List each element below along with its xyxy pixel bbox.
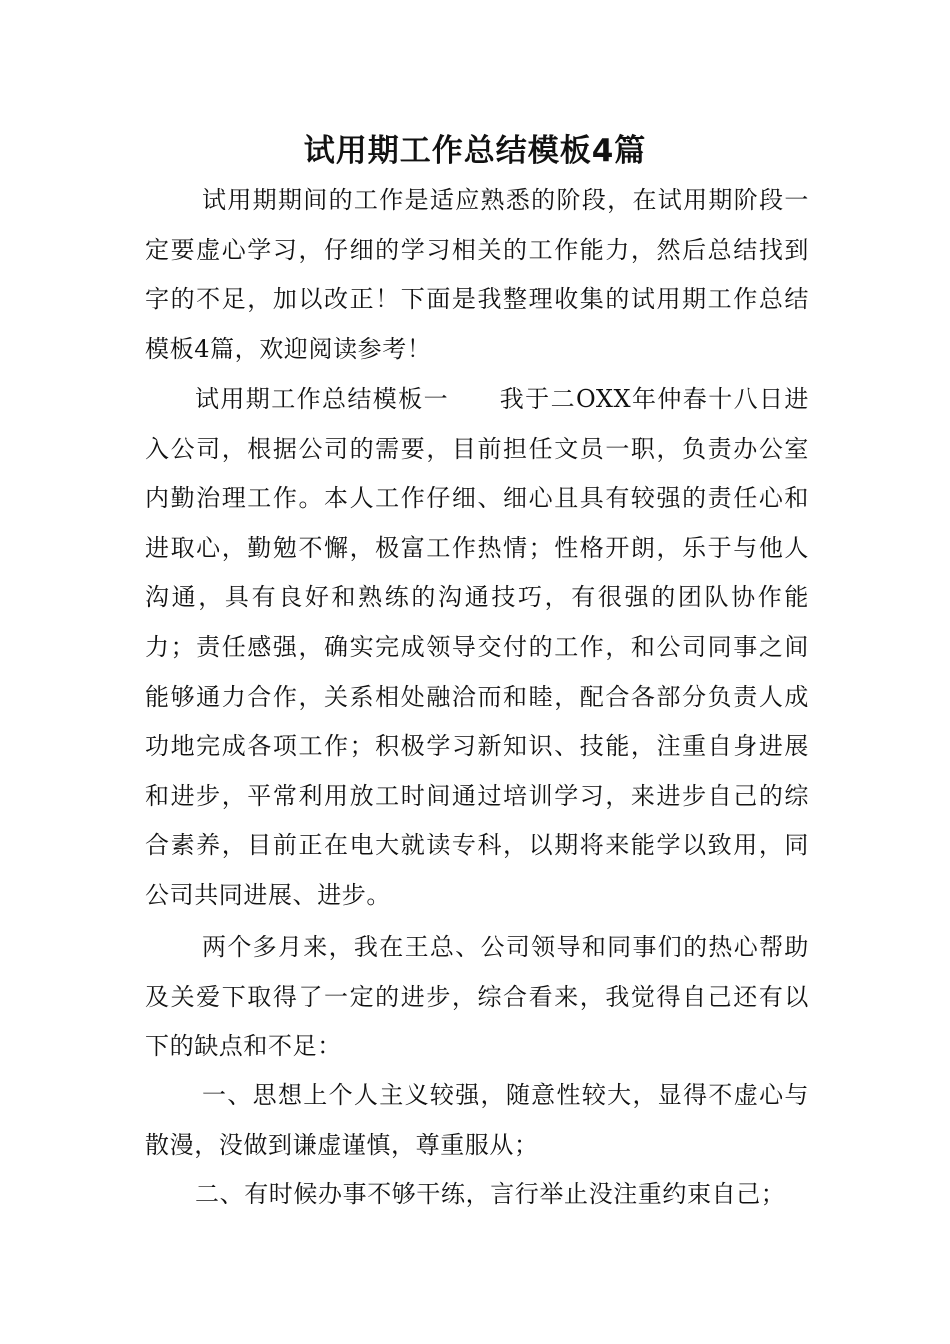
paragraph-template-one: 试用期工作总结模板一 我于二OXX年仲春十八日进入公司，根据公司的需要，目前担任文员一职，负责办公室内勤治理工作。本人工作仔细、细心且具有较强的责任心和进取心，勤勉不懈，极富工作热情；性格开朗，乐于与他人沟通，具有良好和熟练的沟通技巧，有很强的团队协作能力；责任感强，确实完成领导交付的工作，和公司同事之间能够通力合作，关系相处融洽而和睦，配合各部分负责人成功地完成各项工作；积极学习新知识、技能，注重自身进展和进步，平常利用放工时间通过培训学习，来进步自己的综合素养，目前正在电大就读专科，以期将来能学以致用，同公司共同进展、进步。	[145, 385, 809, 909]
paragraph-progress: 两个多月来，我在王总、公司领导和同事们的热心帮助及关爱下取得了一定的进步，综合看来，我觉得自己还有以下的缺点和不足：	[145, 933, 809, 1061]
document-title: 试用期工作总结模板4篇	[303, 133, 647, 169]
paragraph-shortcoming-one: 一、思想上个人主义较强，随意性较大，显得不虚心与散漫，没做到谦虚谨慎，尊重服从；	[145, 1081, 809, 1159]
paragraph-shortcoming-two: 二、有时候办事不够干练，言行举止没注重约束自己；	[195, 1180, 786, 1208]
paragraph-intro: 试用期期间的工作是适应熟悉的阶段，在试用期阶段一定要虚心学习，仔细的学习相关的工作能力，然后总结找到字的不足，加以改正！下面是我整理收集的试用期工作总结模板4篇，欢迎阅读参考！	[145, 186, 809, 363]
